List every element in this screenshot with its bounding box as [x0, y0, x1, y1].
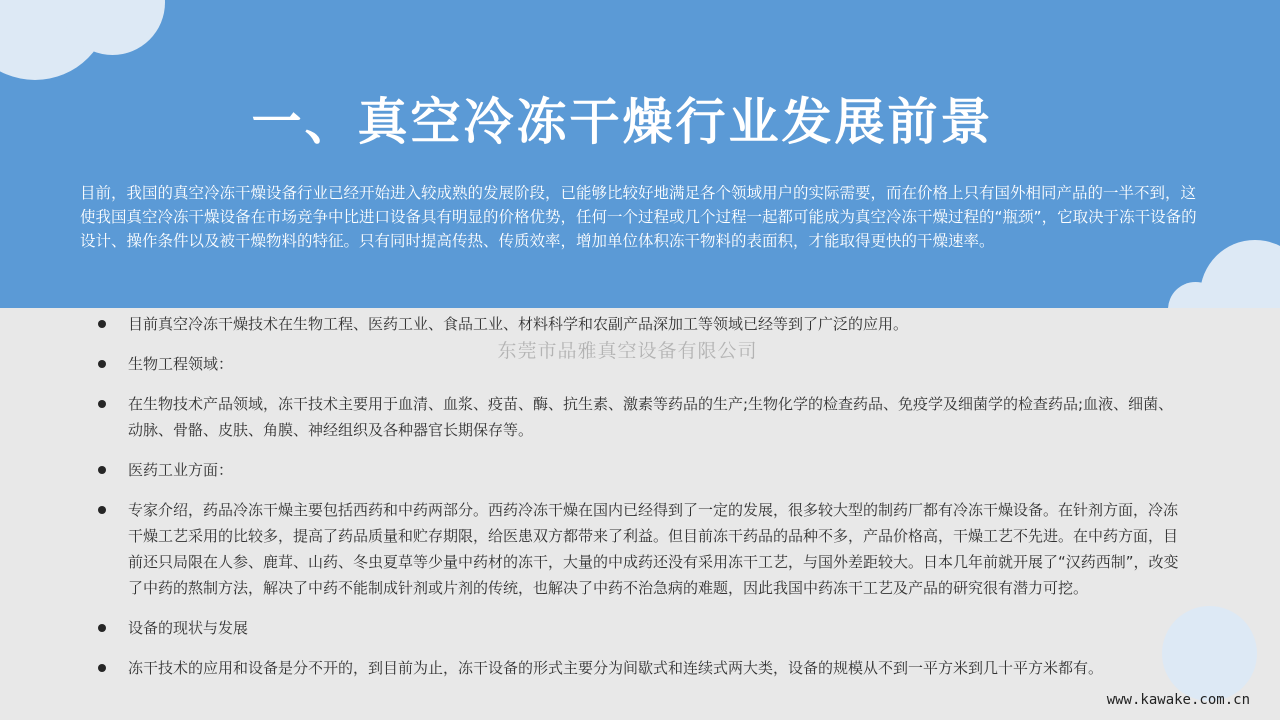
website-url: www.kawake.com.cn — [1106, 692, 1250, 708]
bullet-item: 目前真空冷冻干燥技术在生物工程、医药工业、食品工业、材料科学和农副产品深加工等领域已经等到了广泛的应用。 — [98, 311, 1183, 337]
bullet-item: 冻干技术的应用和设备是分不开的，到目前为止，冻干设备的形式主要分为间歇式和连续式两大类，设备的规模从不到一平方米到几十平方米都有。 — [98, 655, 1183, 681]
bullet-item: 医药工业方面： — [98, 457, 1183, 483]
page-title: 一、真空冷冻干燥行业发展前景 — [251, 93, 994, 151]
bullet-item: 专家介绍，药品冷冻干燥主要包括西药和中药两部分。西药冷冻干燥在国内已经得到了一定的发展，很多较大型的制药厂都有冷冻干燥设备。在针剂方面，冷冻干燥工艺采用的比较多，提高了药品质量和贮存期限，给医患双方都带来了利益。但目前冻干药品的品种不多，产品价格高，干燥工艺不先进。在中药方面，目前还只局限在人参、鹿茸、山药、冬虫夏草等少量中药材的冻干，大量的中成药还没有采用冻干工艺，与国外差距较大。日本几年前就开展了“汉药西制”，改变了中药的熬制方法，解决了中药不能制成针剂或片剂的传统，也解决了中药不治急病的难题，因此我国中药冻干工艺及产品的研究很有潜力可挖。 — [98, 497, 1183, 601]
company-watermark: 东莞市品雅真空设备有限公司 — [497, 340, 758, 362]
bullet-list — [98, 311, 1183, 695]
bullet-item: 在生物技术产品领域，冻干技术主要用于血清、血浆、疫苗、酶、抗生素、激素等药品的生产;生物化学的检查药品、免疫学及细菌学的检查药品;血液、细菌、动脉、骨骼、皮肤、角膜、神经组织及各种器官长期保存等。 — [98, 391, 1183, 443]
header-banner — [0, 0, 1280, 308]
bullet-item: 设备的现状与发展 — [98, 615, 1183, 641]
bullet-item: 生物工程领域： — [98, 351, 1183, 377]
intro-paragraph: 目前，我国的真空冷冻干燥设备行业已经开始进入较成熟的发展阶段，已能够比较好地满足各个领域用户的实际需要，而在价格上只有国外相同产品的一半不到，这使我国真空冷冻干燥设备在市场竞争中比进口设备具有明显的价格优势，任何一个过程或几个过程一起都可能成为真空冷冻干燥过程的“瓶颈”，它取决于冻干设备的设计、操作条件以及被干燥物料的特征。只有同时提高传热、传质效率，增加单位体积冻干物料的表面积，才能取得更快的干燥速率。 — [80, 184, 1197, 250]
